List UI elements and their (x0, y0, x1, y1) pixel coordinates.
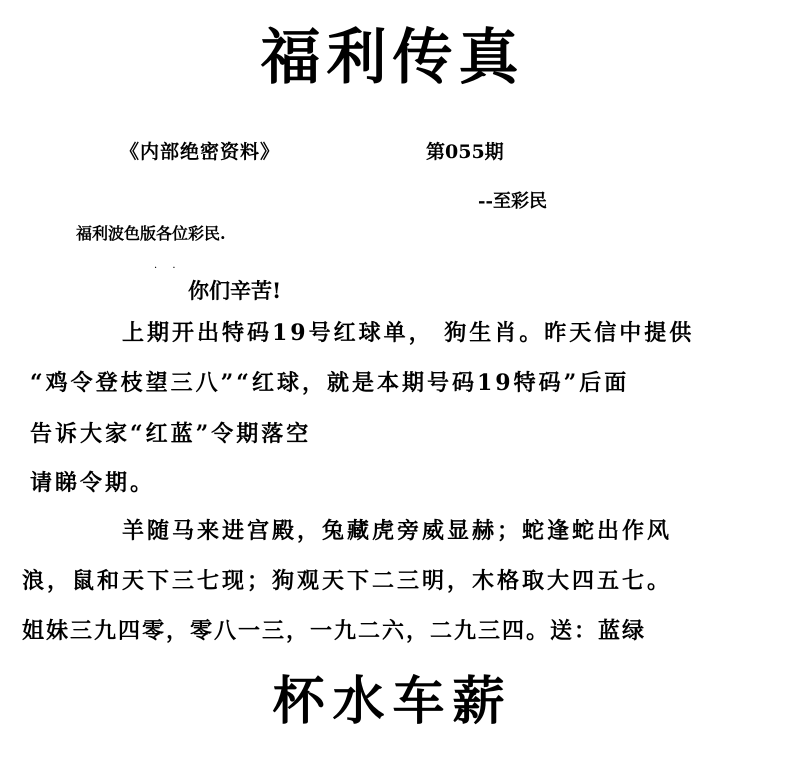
body-line: 羊随马来进宫殿，兔藏虎旁威显赫；蛇逢蛇出作风 (122, 518, 673, 544)
sender-line: --至彩民 (478, 191, 547, 212)
body-line: 浪，鼠和天下三七现；狗观天下二三明，木格取大四五七。 (22, 568, 673, 594)
greeting: 你们辛苦! (188, 278, 282, 303)
document-subtitle: 《内部绝密资料》 (120, 141, 281, 163)
issue-number: 第055期 (426, 141, 504, 163)
body-line: 请睇令期。 (30, 470, 156, 496)
body-line: 上期开出特码19号红球单， 狗生肖。昨天信中提供 (122, 320, 695, 346)
salutation: 福利波色版各位彩民. (76, 224, 226, 243)
decorative-dots: · · (154, 263, 182, 274)
body-line: 姐妹三九四零，零八一三，一九二六，二九三四。送：蓝绿 (22, 618, 647, 644)
document-title: 福利传真 (260, 23, 525, 93)
body-line: 告诉大家“红蓝”令期落空 (30, 421, 312, 447)
body-line: “鸡令登枝望三八”“红球，就是本期号码19特码”后面 (30, 370, 630, 396)
footer-slogan: 杯水车薪 (272, 671, 513, 732)
